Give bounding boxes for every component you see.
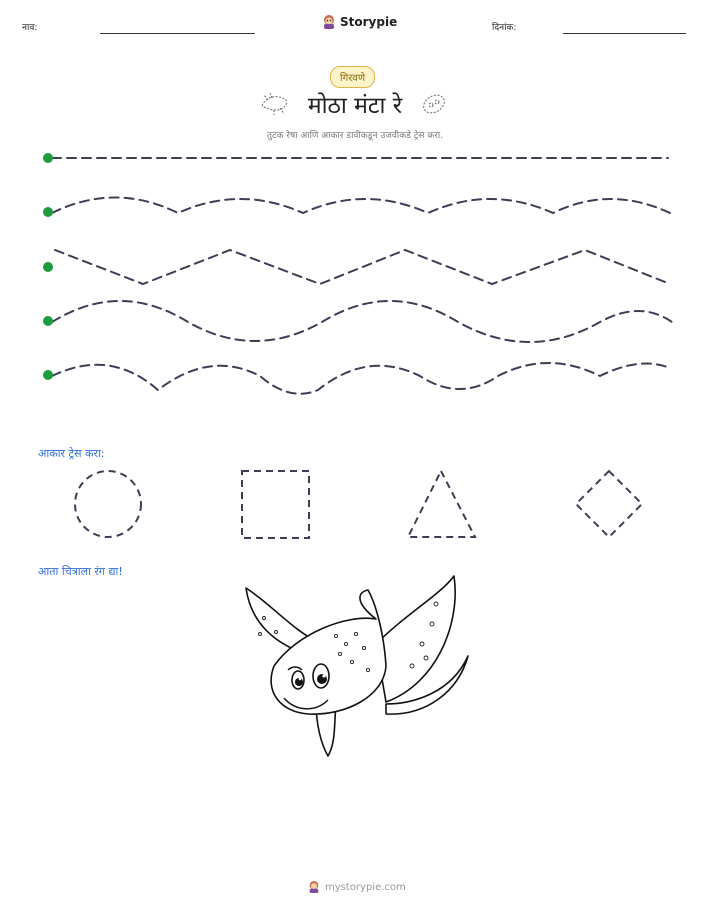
zigzag-trace-line (55, 250, 670, 284)
shapes-heading: आकार ट्रेस करा: (38, 447, 105, 460)
storypie-logo-icon (322, 14, 336, 30)
brand-logo (322, 14, 397, 30)
footer-brand (308, 880, 406, 894)
start-dot (43, 370, 53, 380)
start-dot (43, 153, 53, 163)
tracing-shapes (0, 465, 709, 545)
shrimp-doodle-icon (258, 92, 292, 116)
name-label: नाव: (22, 23, 38, 33)
coloring-heading: आता चित्राला रंग द्या! (38, 565, 123, 578)
start-dot (43, 207, 53, 217)
start-dot (43, 262, 53, 272)
storypie-logo-icon (308, 880, 320, 894)
wave-trace-line-1 (52, 198, 670, 214)
footer-url[interactable]: mystorypie.com (325, 881, 406, 893)
wave-trace-line-2 (52, 301, 672, 342)
start-dot (43, 316, 53, 326)
instruction-text: तुटक रेषा आणि आकार डावीकडून उजवीकडे ट्रेस करा. (266, 131, 444, 141)
tracing-lines (0, 140, 709, 400)
category-badge: गिरवणे (330, 66, 375, 88)
shell-doodle-icon (420, 92, 448, 116)
name-field[interactable] (100, 33, 255, 34)
worksheet-title: मोठा मंटा रे (307, 93, 403, 119)
circle-shape (75, 471, 141, 537)
wave-trace-line-3 (52, 363, 670, 394)
diamond-shape (576, 471, 642, 537)
triangle-shape (408, 471, 475, 537)
date-field[interactable] (563, 33, 686, 34)
date-label: दिनांक: (492, 23, 517, 33)
manta-ray-illustration (236, 574, 472, 760)
square-shape (242, 471, 309, 538)
brand-name: Storypie (340, 15, 398, 29)
